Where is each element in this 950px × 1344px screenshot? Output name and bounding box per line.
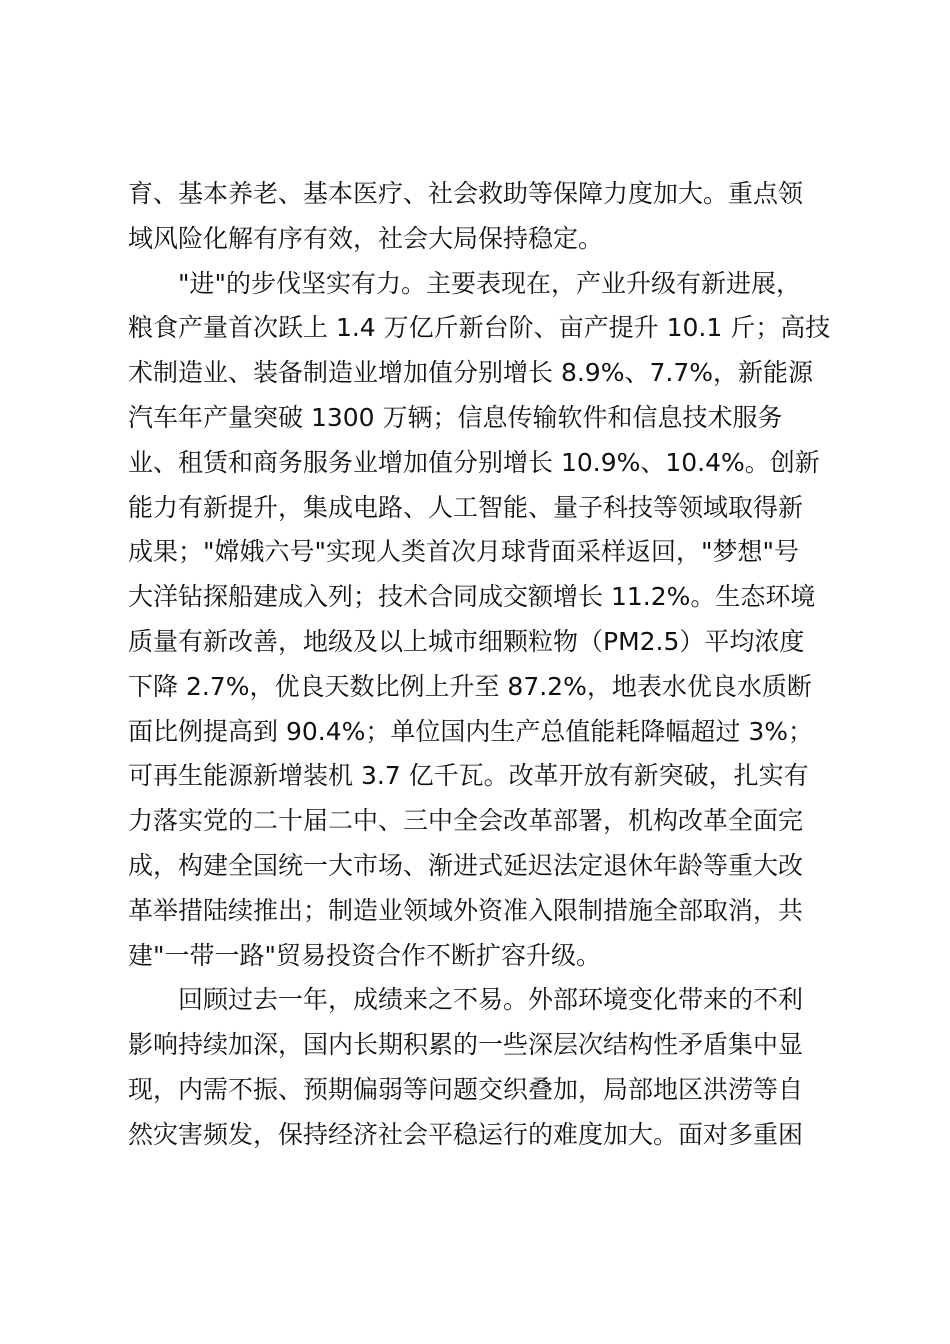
text-line: 影响持续加深，国内长期积累的一些深层次结构性矛盾集中显 <box>128 1030 804 1060</box>
text-line: 革举措陆续推出；制造业领域外资准入限制措施全部取消，共 <box>128 895 804 925</box>
text-line: 下降 2.7%，优良天数比例上升至 87.2%，地表水优良水质断 <box>128 671 812 701</box>
text-line: 成果；"嫦娥六号"实现人类首次月球背面采样返回，"梦想"号 <box>128 537 799 567</box>
text-line: 域风险化解有序有效，社会大局保持稳定。 <box>128 223 604 253</box>
text-line: 业、租赁和商务服务业增加值分别增长 10.9%、10.4%。创新 <box>128 447 820 477</box>
text-line: 现，内需不振、预期偏弱等问题交织叠加，局部地区洪涝等自 <box>128 1074 804 1104</box>
text-line: 能力有新提升，集成电路、人工智能、量子科技等领域取得新 <box>128 492 804 522</box>
text-line: 面比例提高到 90.4%；单位国内生产总值能耗降幅超过 3%； <box>128 716 813 746</box>
text-line: 术制造业、装备制造业增加值分别增长 8.9%、7.7%，新能源 <box>128 358 813 388</box>
text-line: 大洋钻探船建成入列；技术合同成交额增长 11.2%。生态环境 <box>128 582 816 612</box>
text-line: 力落实党的二十届二中、三中全会改革部署，机构改革全面完 <box>128 806 804 836</box>
paragraph-start-line: 回顾过去一年，成绩来之不易。外部环境变化带来的不利 <box>128 985 804 1015</box>
body-text <box>128 172 831 1158</box>
text-line: 粮食产量首次跃上 1.4 万亿斤新台阶、亩产提升 10.1 斤；高技 <box>128 313 831 343</box>
text-line: 可再生能源新增装机 3.7 亿千瓦。改革开放有新突破，扎实有 <box>128 761 809 791</box>
text-line: 成，构建全国统一大市场、渐进式延迟法定退休年龄等重大改 <box>128 850 804 880</box>
text-line: 质量有新改善，地级及以上城市细颗粒物（PM2.5）平均浓度 <box>128 626 805 656</box>
text-line: 建"一带一路"贸易投资合作不断扩容升级。 <box>128 940 601 970</box>
text-line: 然灾害频发，保持经济社会平稳运行的难度加大。面对多重困 <box>128 1119 804 1149</box>
paragraph-start-line: "进"的步伐坚实有力。主要表现在，产业升级有新进展， <box>128 268 802 298</box>
text-line: 汽车年产量突破 1300 万辆；信息传输软件和信息技术服务 <box>128 402 783 432</box>
text-line: 育、基本养老、基本医疗、社会救助等保障力度加大。重点领 <box>128 179 804 208</box>
